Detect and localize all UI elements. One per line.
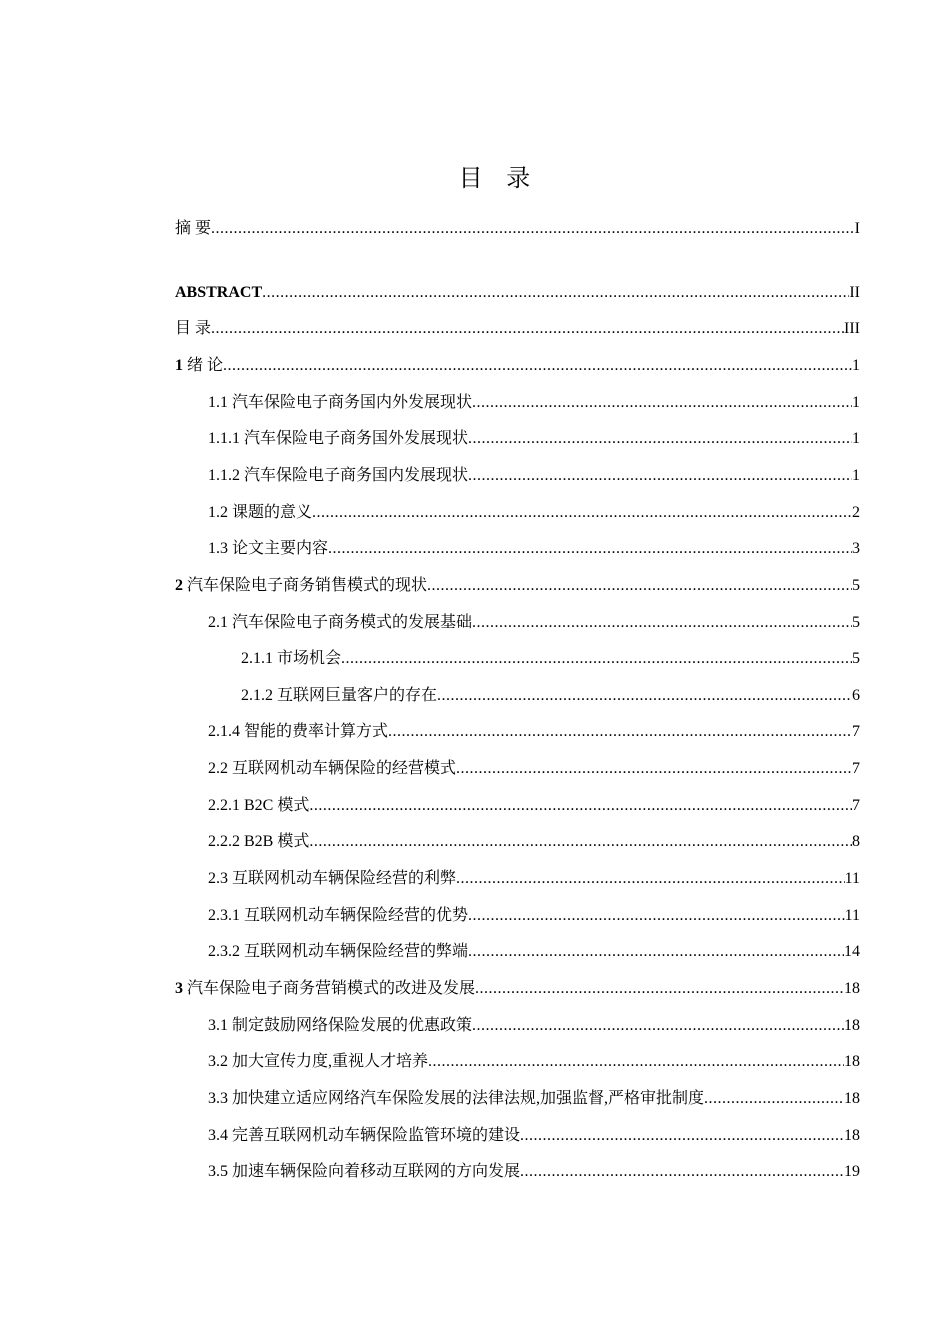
toc-entry-3-3[interactable]	[208, 1087, 860, 1111]
dot-leader	[472, 611, 852, 635]
toc-entry-1-3[interactable]	[208, 537, 860, 561]
toc-entry-label: 1.1.2 汽车保险电子商务国内发展现状	[208, 467, 469, 484]
toc-page-number: 19	[844, 1163, 860, 1180]
chapter-number: 2	[175, 577, 183, 594]
dot-leader	[328, 537, 852, 561]
toc-page-number: 1	[852, 357, 860, 374]
toc-entry-label: 2.1.1 市场机会	[241, 650, 342, 667]
toc-entry-label	[175, 354, 223, 378]
toc-page-number: 7	[852, 797, 860, 814]
toc-entry-label: 目 录	[175, 320, 212, 337]
toc-entry-label: 3.2 加大宣传力度,重视人才培养	[208, 1053, 429, 1070]
dot-leader	[472, 391, 852, 415]
toc-entry-3-5[interactable]	[208, 1160, 860, 1184]
toc-entry-abstract-en[interactable]	[175, 281, 860, 305]
toc-entry-1-1-2[interactable]	[208, 464, 860, 488]
toc-entry-2-3-1[interactable]	[208, 904, 860, 928]
toc-entry-3-1[interactable]	[208, 1014, 860, 1038]
dot-leader	[341, 647, 852, 671]
toc-entry-2-1-4[interactable]	[208, 720, 860, 744]
toc-entry-2-1-1[interactable]	[241, 647, 860, 671]
toc-entry-2-1-2[interactable]	[241, 684, 860, 708]
dot-leader	[312, 501, 852, 525]
dot-leader	[475, 977, 844, 1001]
toc-entry-label: ABSTRACT	[175, 284, 263, 301]
toc-page-number: 1	[852, 430, 860, 447]
toc-entry-label: 3.1 制定鼓励网络保险发展的优惠政策	[208, 1017, 473, 1034]
toc-entry-abstract-cn[interactable]	[175, 217, 860, 241]
toc-page-number: 2	[852, 504, 860, 521]
chapter-title: 汽车保险电子商务营销模式的改进及发展	[183, 980, 476, 997]
toc-entry-label: 1.1.1 汽车保险电子商务国外发展现状	[208, 430, 469, 447]
toc-page-number: II	[849, 284, 860, 301]
dot-leader	[428, 1050, 844, 1074]
toc-entry-label	[175, 574, 427, 598]
chapter-number: 3	[175, 980, 183, 997]
dot-leader	[468, 464, 852, 488]
chapter-title: 汽车保险电子商务销售模式的现状	[183, 577, 428, 594]
toc-entry-1-1-1[interactable]	[208, 427, 860, 451]
toc-entry-label: 1.3 论文主要内容	[208, 540, 329, 557]
toc-entry-label: 1.2 课题的意义	[208, 504, 313, 521]
dot-leader	[520, 1160, 844, 1184]
toc-entry-contents[interactable]	[175, 317, 860, 341]
toc-entry-label: 3.3 加快建立适应网络汽车保险发展的法律法规,加强监督,严格审批制度	[208, 1090, 705, 1107]
toc-page-number: 7	[852, 723, 860, 740]
dot-leader	[472, 1014, 844, 1038]
toc-entry-2-2-1[interactable]	[208, 794, 860, 818]
toc-page-number: 5	[852, 577, 860, 594]
dot-leader	[211, 317, 844, 341]
toc-entry-label: 2.2.1 B2C 模式	[208, 797, 310, 814]
toc-entry-label: 1.1 汽车保险电子商务国内外发展现状	[208, 394, 473, 411]
toc-entry-label: 2.3 互联网机动车辆保险经营的利弊	[208, 870, 457, 887]
toc-entry-3-4[interactable]	[208, 1124, 860, 1148]
toc-page-number: 5	[852, 614, 860, 631]
toc-entry-label: 摘 要	[175, 220, 212, 237]
toc-page-number: 7	[852, 760, 860, 777]
dot-leader	[262, 281, 849, 305]
chapter-number: 1	[175, 357, 183, 374]
toc-page-number: 8	[852, 833, 860, 850]
toc-page-number: III	[844, 320, 860, 337]
dot-leader	[223, 354, 852, 378]
toc-entry-2-3-2[interactable]	[208, 940, 860, 964]
dot-leader	[456, 757, 852, 781]
toc-page-number: 18	[844, 1017, 860, 1034]
dot-leader	[309, 794, 852, 818]
toc-entry-label: 2.3.2 互联网机动车辆保险经营的弊端	[208, 943, 469, 960]
toc-entry-1-2[interactable]	[208, 501, 860, 525]
toc-page-number: 1	[852, 467, 860, 484]
toc-page-number: 6	[852, 687, 860, 704]
toc-entry-chapter-1[interactable]	[175, 354, 860, 378]
toc-entry-2-1[interactable]	[208, 611, 860, 635]
toc-entry-label: 2.2.2 B2B 模式	[208, 833, 310, 850]
dot-leader	[437, 684, 852, 708]
toc-entry-label: 2.1.4 智能的费率计算方式	[208, 723, 389, 740]
toc-page-number: 5	[852, 650, 860, 667]
dot-leader	[520, 1124, 844, 1148]
toc-entry-3-2[interactable]	[208, 1050, 860, 1074]
toc-page-number: I	[854, 220, 860, 237]
toc-entry-2-2-2[interactable]	[208, 830, 860, 854]
dot-leader	[468, 904, 845, 928]
chapter-title: 绪 论	[183, 357, 224, 374]
toc-page-number: 18	[844, 1053, 860, 1070]
toc-entry-label: 3.5 加速车辆保险向着移动互联网的方向发展	[208, 1163, 521, 1180]
toc-entry-chapter-3[interactable]	[175, 977, 860, 1001]
dot-leader	[704, 1087, 844, 1111]
toc-page-number: 18	[844, 980, 860, 997]
toc-page-number: 1	[852, 394, 860, 411]
toc-entry-label: 2.2 互联网机动车辆保险的经营模式	[208, 760, 457, 777]
dot-leader	[388, 720, 852, 744]
toc-entry-label: 2.1.2 互联网巨量客户的存在	[241, 687, 438, 704]
toc-entry-label	[175, 977, 475, 1001]
toc-page-number: 18	[844, 1090, 860, 1107]
dot-leader	[309, 830, 852, 854]
dot-leader	[456, 867, 845, 891]
toc-entry-2-3[interactable]	[208, 867, 860, 891]
toc-page-number: 18	[844, 1127, 860, 1144]
dot-leader	[427, 574, 852, 598]
dot-leader	[468, 427, 852, 451]
toc-page-number: 3	[852, 540, 860, 557]
dot-leader	[468, 940, 844, 964]
toc-entry-label: 3.4 完善互联网机动车辆保险监管环境的建设	[208, 1127, 521, 1144]
dot-leader	[211, 217, 855, 241]
toc-page-number: 11	[844, 907, 860, 924]
toc-entry-1-1[interactable]	[208, 391, 860, 415]
page-title: 目 录	[458, 164, 539, 192]
toc-entry-2-2[interactable]	[208, 757, 860, 781]
toc-entry-label: 2.3.1 互联网机动车辆保险经营的优势	[208, 907, 469, 924]
toc-entry-label: 2.1 汽车保险电子商务模式的发展基础	[208, 614, 473, 631]
toc-entry-chapter-2[interactable]	[175, 574, 860, 598]
toc-page-number: 11	[844, 870, 860, 887]
toc-page-number: 14	[844, 943, 860, 960]
